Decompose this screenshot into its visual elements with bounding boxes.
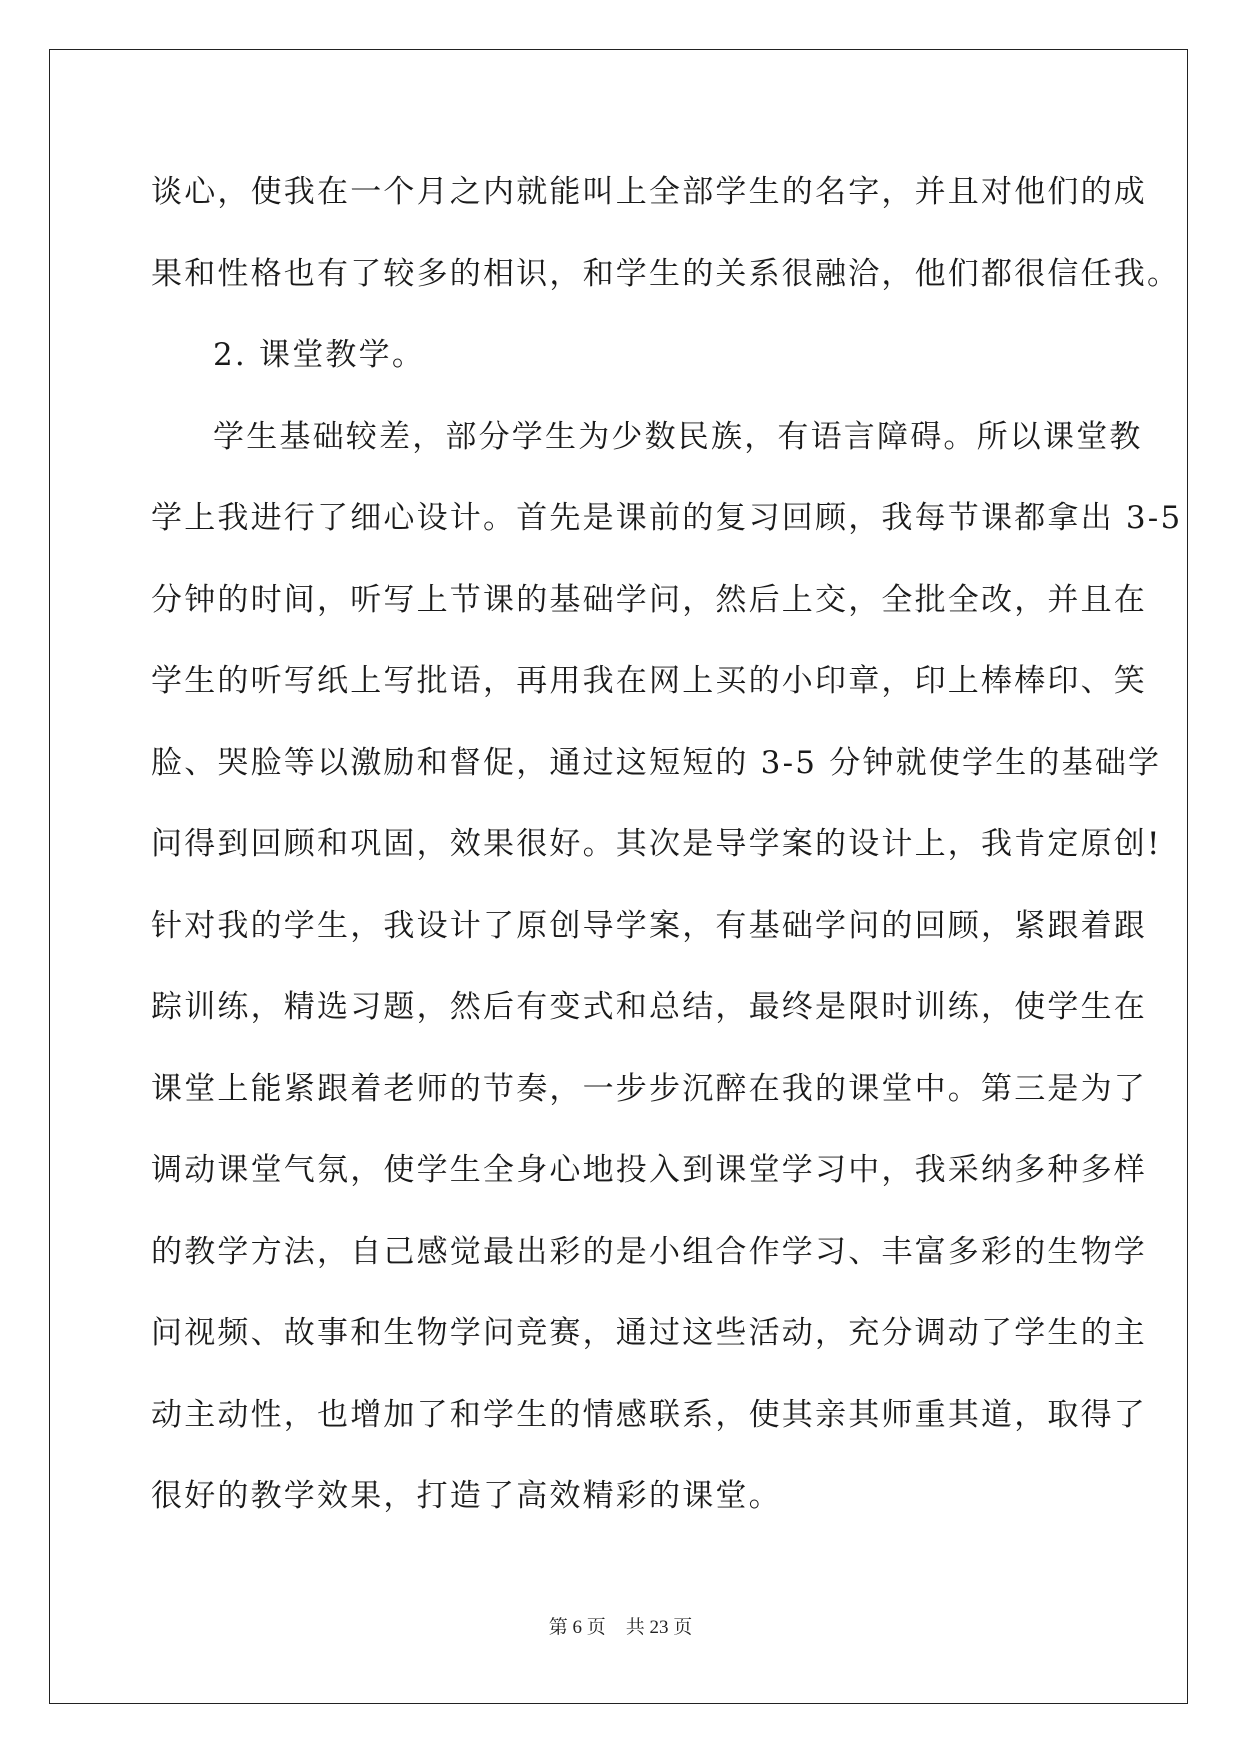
text-line: 调动课堂气氛，使学生全身心地投入到课堂学习中，我采纳多种多样 (151, 1152, 1147, 1188)
text-line: 很好的教学效果，打造了高效精彩的课堂。 (151, 1478, 782, 1514)
text-line: 问视频、故事和生物学问竞赛，通过这些活动，充分调动了学生的主 (151, 1315, 1147, 1351)
text-line: 果和性格也有了较多的相识，和学生的关系很融洽，他们都很信任我。 (151, 255, 1181, 292)
text-line: 学生的听写纸上写批语，再用我在网上买的小印章，印上棒棒印、笑 (151, 663, 1147, 699)
text-line: 踪训练，精选习题，然后有变式和总结，最终是限时训练，使学生在 (151, 989, 1147, 1025)
text-line: 谈心，使我在一个月之内就能叫上全部学生的名字，并且对他们的成 (151, 174, 1147, 210)
text-line: 学上我进行了细心设计。首先是课前的复习回顾，我每节课都拿出 3-5 (151, 500, 1183, 536)
text-line: 脸、哭脸等以激励和督促，通过这短短的 3-5 分钟就使学生的基础学 (151, 744, 1162, 781)
text-line: 的教学方法，自己感觉最出彩的是小组合作学习、丰富多彩的生物学 (151, 1233, 1147, 1270)
text-line: 学生基础较差，部分学生为少数民族，有语言障碍。所以课堂教 (213, 418, 1143, 455)
page-footer (0, 1612, 1241, 1639)
text-line: 针对我的学生，我设计了原创导学案，有基础学问的回顾，紧跟着跟 (151, 907, 1147, 944)
text-line: 课堂上能紧跟着老师的节奏，一步步沉醉在我的课堂中。第三是为了 (151, 1070, 1147, 1107)
text-line: 问得到回顾和巩固，效果很好。其次是导学案的设计上，我肯定原创! (151, 826, 1162, 862)
section-heading: 2. 课堂教学。 (213, 337, 426, 373)
page-number: 第 6 页 (548, 1617, 606, 1638)
text-line: 分钟的时间，听写上节课的基础学问，然后上交，全批全改，并且在 (151, 581, 1147, 618)
page-total: 共 23 页 (625, 1617, 693, 1638)
document-body (151, 152, 1183, 1538)
text-line: 动主动性，也增加了和学生的情感联系，使其亲其师重其道，取得了 (151, 1396, 1147, 1433)
